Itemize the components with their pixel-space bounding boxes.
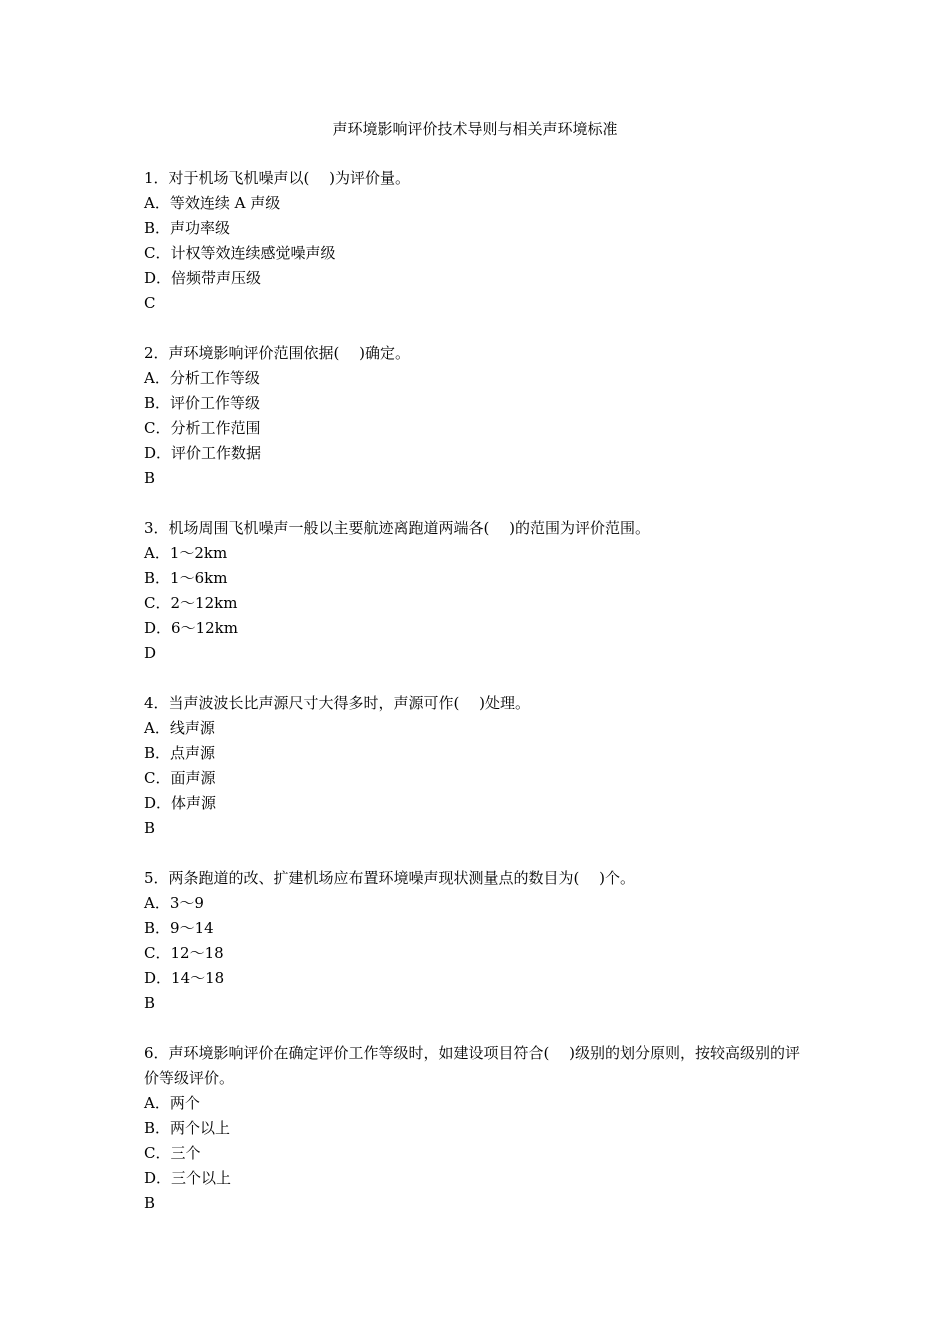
option-a: A．两个	[144, 1094, 200, 1112]
option-a: A．1～2km	[144, 544, 228, 562]
answer: B	[144, 469, 156, 487]
answer: B	[144, 994, 156, 1012]
question-list	[144, 166, 814, 1241]
option-a: A．分析工作等级	[144, 369, 260, 387]
question-6	[144, 1041, 814, 1216]
option-d: D．14～18	[144, 969, 225, 987]
question-2	[144, 341, 814, 491]
option-a: A．等效连续 A 声级	[144, 194, 281, 212]
answer: C	[144, 294, 156, 312]
answer: B	[144, 819, 156, 837]
question-3	[144, 516, 814, 666]
question-stem: 2．声环境影响评价范围依据( )确定。	[144, 344, 411, 362]
question-stem: 6．声环境影响评价在确定评价工作等级时，如建设项目符合( )级别的划分原则，按较高级别的评价等级评价。	[144, 1044, 801, 1087]
question-stem: 5．两条跑道的改、扩建机场应布置环境噪声现状测量点的数目为( )个。	[144, 869, 636, 887]
option-c: C．2～12km	[144, 594, 238, 612]
option-d: D．三个以上	[144, 1169, 232, 1187]
option-c: C．计权等效连续感觉噪声级	[144, 244, 336, 262]
option-c: C．12～18	[144, 944, 224, 962]
option-d: D．评价工作数据	[144, 444, 262, 462]
option-d: D．体声源	[144, 794, 217, 812]
question-stem: 4．当声波波长比声源尺寸大得多时，声源可作( )处理。	[144, 694, 531, 712]
document-title: 声环境影响评价技术导则与相关声环境标准	[332, 120, 618, 138]
option-b: B．评价工作等级	[144, 394, 261, 412]
option-d: D．倍频带声压级	[144, 269, 262, 287]
question-4	[144, 691, 814, 841]
option-b: B．点声源	[144, 744, 216, 762]
question-1	[144, 166, 814, 316]
option-b: B．1～6km	[144, 569, 228, 587]
answer: D	[144, 644, 157, 662]
option-c: C．面声源	[144, 769, 216, 787]
question-stem: 1．对于机场飞机噪声以( )为评价量。	[144, 169, 411, 187]
question-stem: 3．机场周围飞机噪声一般以主要航迹离跑道两端各( )的范围为评价范围。	[144, 519, 651, 537]
option-a: A．3～9	[144, 894, 204, 912]
option-d: D．6～12km	[144, 619, 238, 637]
answer: B	[144, 1194, 156, 1212]
option-a: A．线声源	[144, 719, 215, 737]
option-b: B．9～14	[144, 919, 214, 937]
option-b: B．声功率级	[144, 219, 231, 237]
option-b: B．两个以上	[144, 1119, 231, 1137]
question-5	[144, 866, 814, 1016]
option-c: C．三个	[144, 1144, 201, 1162]
option-c: C．分析工作范围	[144, 419, 261, 437]
